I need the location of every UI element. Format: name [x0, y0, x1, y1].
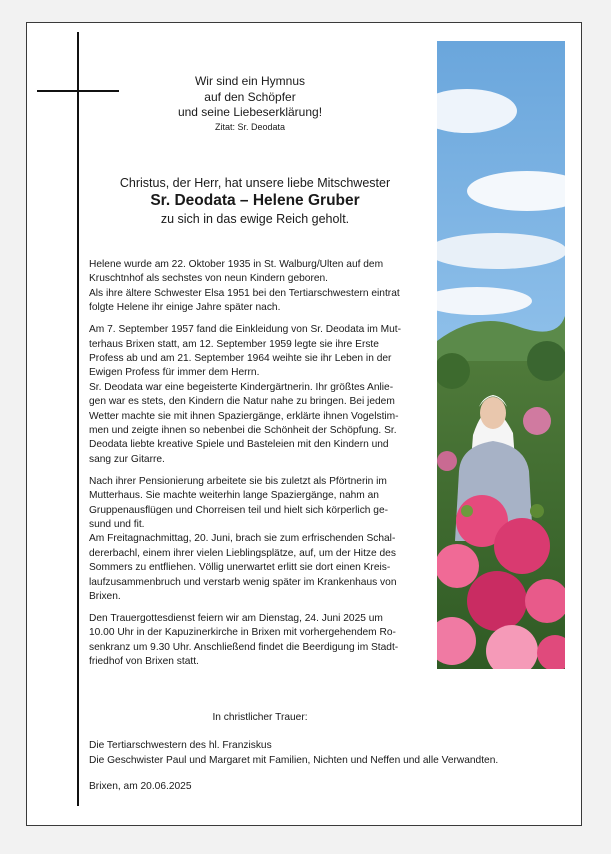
motto-line: auf den Schöpfer — [204, 89, 296, 104]
text-line: friedhof von Brixen statt. — [89, 656, 199, 668]
text-line: gen war es stets, den Kindern die Natur nahe zu bringen. Bei jedem — [89, 396, 395, 408]
text-line: Sommers zu entfliehen. Völlig unerwartet erlitt sie dort einen Kreis- — [89, 562, 391, 574]
text-line: Nach ihrer Pensionierung arbeitete sie bis zuletzt als Pförtnerin im — [89, 475, 387, 487]
signer-line: Die Geschwister Paul und Margaret mit Familien, Nichten und Neffen und alle Verwandten. — [89, 755, 499, 766]
text-line: folgte Helene ihr einige Jahre später nach. — [89, 302, 281, 314]
text-line: Als ihre ältere Schwester Elsa 1951 bei den Tertiarschwestern eintrat — [89, 287, 400, 299]
text-line: Wetter machte sie mit ihnen Spaziergänge, erklärte ihnen Vogelstim- — [89, 410, 399, 422]
text-line: Gruppenausflügen und Chorreisen teil und hielt sich körperlich ge- — [89, 504, 389, 516]
motto-line: und seine Liebeserklärung! — [177, 105, 323, 119]
text-line: sund und fit. — [89, 518, 145, 530]
biography — [89, 258, 431, 677]
text-line: Am Freitagnachmittag, 20. Juni, brach sie zum erfrischenden Schal- — [89, 533, 396, 545]
text-line: Brixen. — [89, 590, 121, 602]
announcement-intro: Christus, der Herr, hat unsere liebe Mitschwester — [119, 176, 391, 190]
text-line: men und zeigte ihnen so nebenbei die Schönheit der Schöpfung. Sr. — [89, 424, 397, 436]
cross-horizontal-bar — [37, 90, 119, 92]
announcement — [90, 175, 420, 227]
signer-line: Die Tertiarschwestern des hl. Franziskus — [89, 740, 272, 751]
text-line: sang zur Gitarre. — [89, 453, 165, 465]
text-line: Deodata liebte kreative Spiele und Basteleien mit den Kindern und — [89, 439, 389, 451]
motto-line: Wir sind ein Hymnus — [194, 74, 306, 88]
text-line: terhaus Brixen statt, am 12. September 1959 legte sie ihre Erste — [89, 338, 379, 350]
text-line: Profess ab und am 21. September 1964 weihte sie ihr Leben in der — [89, 352, 392, 364]
motto — [130, 74, 370, 134]
paragraph — [89, 475, 431, 605]
text-line: Kruschtnhof als sechstes von neun Kindern geboren. — [89, 273, 328, 285]
text-line: laufzusammenbruch und verstarb wenig später im Krankenhaus von — [89, 576, 397, 588]
paragraph — [89, 612, 431, 670]
text-line: 10.00 Uhr in der Kapuzinerkirche in Brixen mit vorhergehendem Ro- — [89, 627, 396, 639]
mourning-heading: In christlicher Trauer: — [212, 712, 308, 723]
cross-vertical-bar — [77, 32, 79, 806]
deceased-name: Sr. Deodata – Helene Gruber — [150, 192, 360, 209]
text-line: Sr. Deodata war eine begeisterte Kindergärtnerin. Ihr größtes Anlie- — [89, 381, 394, 393]
text-line: senkranz um 9.30 Uhr. Anschließend findet die Beerdigung im Stadt- — [89, 641, 399, 653]
announcement-outro: zu sich in das ewige Reich geholt. — [160, 212, 350, 226]
text-line: Ewigen Profess für immer dem Herrn. — [89, 367, 260, 379]
text-line: dererbachl, einem ihrer vielen Lieblingsplätze, auf, um der Hitze des — [89, 547, 396, 559]
paragraph — [89, 323, 431, 467]
paragraph — [89, 258, 431, 316]
text-line: Helene wurde am 22. Oktober 1935 in St. Walburg/Ulten auf dem — [89, 259, 384, 270]
portrait-photo — [437, 41, 565, 669]
motto-quote-attribution: Zitat: Sr. Deodata — [214, 121, 286, 132]
text-line: Mutterhaus. Sie machte weiterhin lange Spaziergänge, nahm an — [89, 490, 379, 502]
text-line: Am 7. September 1957 fand die Einkleidung von Sr. Deodata im Mut- — [89, 324, 402, 336]
place-and-date: Brixen, am 20.06.2025 — [89, 781, 192, 792]
text-line: Den Trauergottesdienst feiern wir am Dienstag, 24. Juni 2025 um — [89, 612, 383, 624]
portrait-photo-illustration — [437, 41, 565, 669]
signers — [89, 738, 559, 768]
